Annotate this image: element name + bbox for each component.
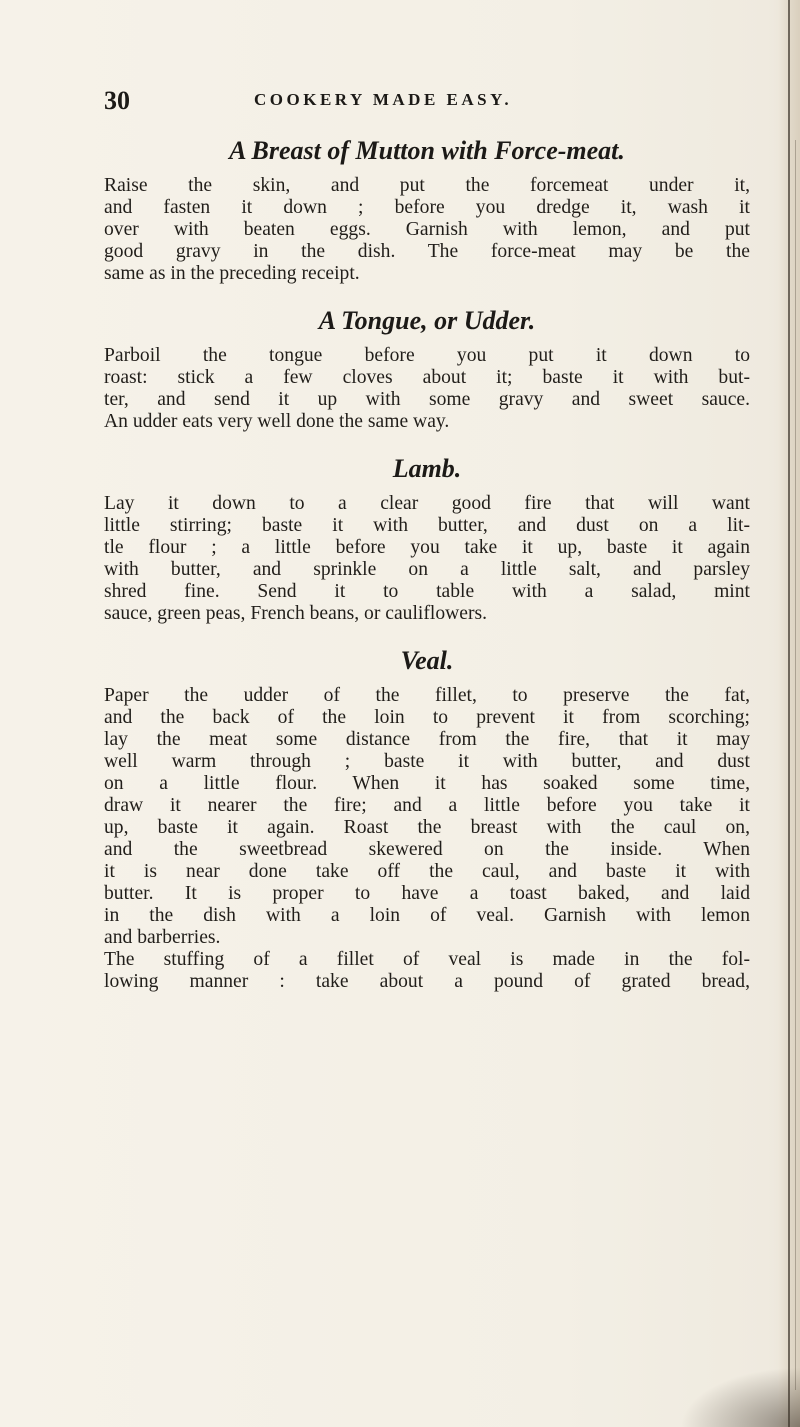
recipe-text — [104, 685, 750, 993]
recipe-veal — [104, 643, 750, 993]
text-line: well warm through ; baste it with butter, and dust — [104, 751, 750, 772]
recipe-heading: Veal. — [400, 646, 454, 675]
page-number: 30 — [104, 86, 130, 115]
text-line: ter, and send it up with some gravy and sweet sauce. — [104, 389, 750, 410]
recipe-heading: A Breast of Mutton with Force-meat. — [229, 136, 625, 165]
text-line: Parboil the tongue before you put it down to — [104, 345, 750, 366]
recipe-lamb — [104, 451, 750, 625]
text-line: up, baste it again. Roast the breast with the caul on, — [104, 817, 750, 838]
text-line: lowing manner : take about a pound of grated bread, — [104, 971, 750, 992]
text-line: good gravy in the dish. The force-meat may be the — [104, 241, 750, 262]
spacer — [104, 433, 750, 451]
text-line: on a little flour. When it has soaked some time, — [104, 773, 750, 794]
recipe-tongue-or-udder — [104, 303, 750, 433]
text-line: tle flour ; a little before you take it up, baste it again — [104, 537, 750, 558]
text-line: over with beaten eggs. Garnish with lemon, and put — [104, 219, 750, 240]
recipe-heading: A Tongue, or Udder. — [318, 306, 536, 335]
spacer — [104, 625, 750, 643]
text-line: butter. It is proper to have a toast baked, and laid — [104, 883, 750, 904]
text-line: in the dish with a loin of veal. Garnish with lemon — [104, 905, 750, 926]
text-line: and the back of the loin to prevent it from scorching; — [104, 707, 750, 728]
spacer — [104, 285, 750, 303]
running-head: COOKERY MADE EASY. — [254, 90, 513, 109]
text-line: little stirring; baste it with butter, and dust on a lit- — [104, 515, 750, 536]
text-line: it is near done take off the caul, and baste it with — [104, 861, 750, 882]
text-line: An udder eats very well done the same way. — [104, 411, 450, 432]
text-line: sauce, green peas, French beans, or cauliflowers. — [104, 603, 488, 624]
text-line: lay the meat some distance from the fire, that it may — [104, 729, 750, 750]
text-line: and fasten it down ; before you dredge it, wash it — [104, 197, 750, 218]
recipe-text — [104, 493, 750, 625]
spine-line — [788, 0, 790, 1427]
text-line: The stuffing of a fillet of veal is made in the fol- — [104, 949, 750, 970]
text-line: Lay it down to a clear good fire that will want — [104, 493, 750, 514]
page-header — [104, 86, 744, 126]
text-line: and the sweetbread skewered on the inside. When — [104, 839, 750, 860]
text-line: draw it nearer the fire; and a little before you take it — [104, 795, 750, 816]
text-line: Paper the udder of the fillet, to preserve the fat, — [104, 685, 750, 706]
text-line: same as in the preceding receipt. — [104, 263, 360, 284]
text-line: shred fine. Send it to table with a salad, mint — [104, 581, 750, 602]
page-content — [104, 133, 750, 993]
text-line: roast: stick a few cloves about it; baste it with but- — [104, 367, 750, 388]
recipe-breast-of-mutton — [104, 133, 750, 285]
recipe-text — [104, 345, 750, 433]
corner-shadow — [680, 1367, 800, 1427]
text-line: and barberries. — [104, 927, 221, 948]
text-line: with butter, and sprinkle on a little salt, and parsley — [104, 559, 750, 580]
recipe-heading: Lamb. — [392, 454, 462, 483]
recipe-text — [104, 175, 750, 285]
text-line: Raise the skin, and put the forcemeat under it, — [104, 175, 750, 196]
spine-line-inner — [795, 140, 796, 1390]
